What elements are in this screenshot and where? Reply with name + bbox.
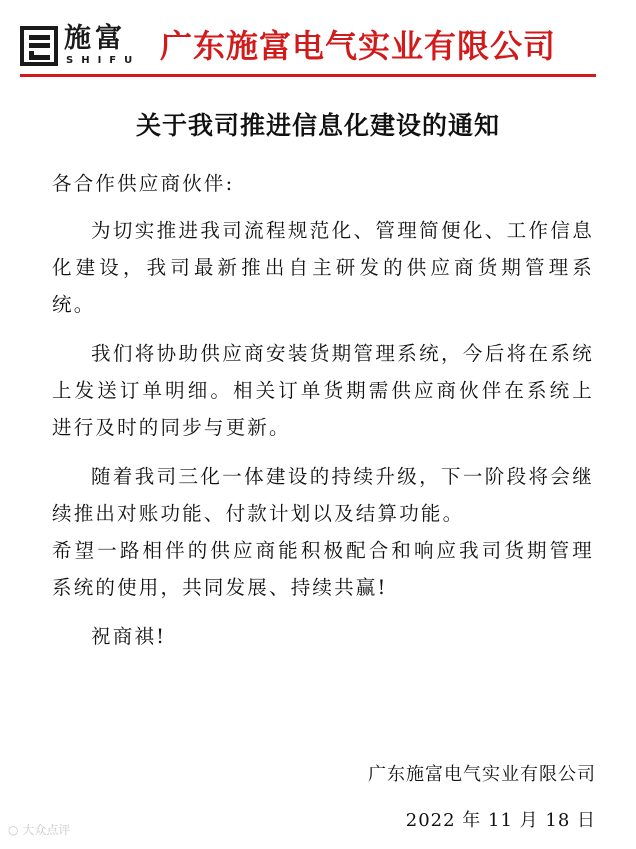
salutation: 各合作供应商伙伴: [52,172,235,195]
paragraph-1: 为切实推进我司流程规范化、管理简便化、工作信息化建设，我司最新推出自主研发的供应商货期管理系统。 [52,219,594,316]
company-logo [20,24,150,70]
letterhead [0,0,636,80]
signature-date: 2022 年 11 月 18 日 [405,810,596,831]
paragraph-4: 希望一路相伴的供应商能积极配合和响应我司货期管理系统的使用，共同发展、持续共赢! [52,539,594,599]
signature-company: 广东施富电气实业有限公司 [368,764,596,785]
logo-chinese-text: 施富 [64,23,126,54]
letterhead-company-name: 广东施富电气实业有限公司 [160,27,557,65]
notice-body [52,165,594,655]
closing: 祝商祺! [91,625,167,648]
watermark [8,822,70,838]
notice-title: 关于我司推进信息化建设的通知 [135,111,500,140]
letterhead-divider [20,74,596,77]
paragraph-3: 随着我司三化一体建设的持续升级，下一阶段将会继续推出对账功能、付款计划以及结算功能。 [52,465,594,525]
logo-english-text: SHIFU [66,55,141,66]
paragraph-2: 我们将协助供应商安装货期管理系统，今后将在系统上发送订单明细。相关订单货期需供应商伙伴在系统上进行及时的同步与更新。 [52,342,594,439]
logo-mark-icon [20,26,58,66]
camera-icon: ○ [8,823,19,837]
watermark-text: 大众点评 [22,823,71,837]
